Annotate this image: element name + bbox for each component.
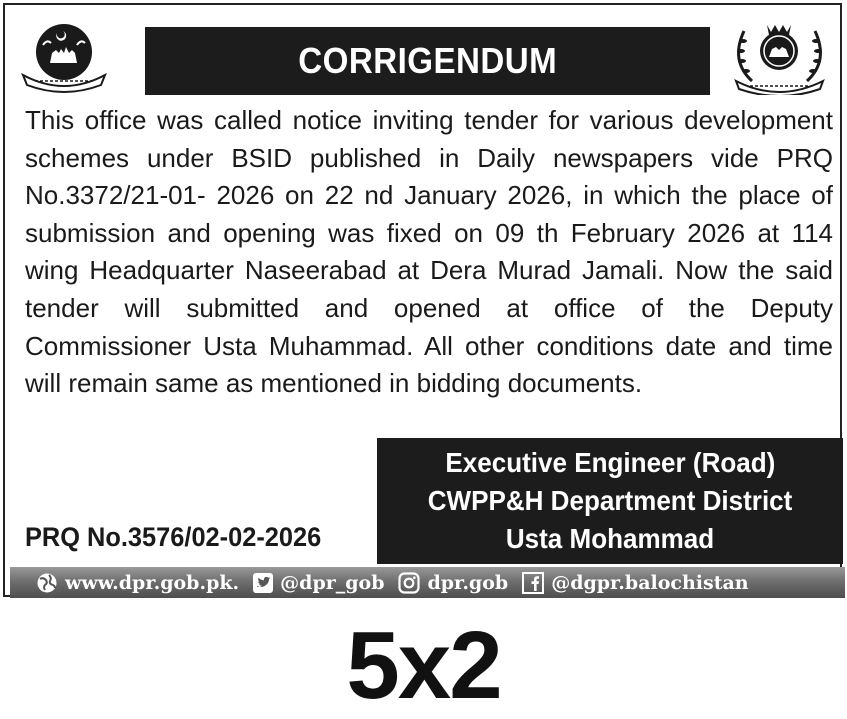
footer-bar xyxy=(10,567,845,598)
notice-body: This office was called notice inviting tender for various development schemes under BSID published in Daily newspapers vide PRQ No.3372/21-01- 2026 on 22 nd January 2026, in which the place of submission and opening was fixed on 09 th February 2026 at 114 wing Headquarter Naseerabad at Dera Murad Jamali. Now the said tender will submitted and opened at office of the Deputy Commissioner Usta Muhammad. All other conditions date and time will remain same as mentioned in bidding documents. xyxy=(25,105,833,399)
advertisement-frame xyxy=(3,3,842,597)
instagram-icon xyxy=(398,572,420,594)
globe-icon xyxy=(36,572,58,594)
footer-website[interactable] xyxy=(36,572,239,594)
signatory-block xyxy=(377,438,843,564)
balochistan-emblem-left-icon xyxy=(17,19,111,95)
signatory-line-3: Usta Mohammad xyxy=(505,523,715,554)
title-bar xyxy=(145,27,710,95)
notice-title: CORRIGENDUM xyxy=(298,40,557,81)
ad-size-label: 5x2 xyxy=(346,612,501,719)
footer-twitter[interactable] xyxy=(253,572,384,594)
facebook-handle[interactable]: @dgpr.balochistan xyxy=(551,571,749,594)
twitter-icon xyxy=(253,573,273,593)
footer-facebook[interactable] xyxy=(522,572,748,594)
dgpr-emblem-right-icon xyxy=(722,19,837,95)
instagram-handle[interactable]: dpr.gob xyxy=(427,571,509,594)
twitter-handle[interactable]: @dpr_gob xyxy=(280,571,385,594)
facebook-icon xyxy=(522,572,544,594)
website-link[interactable]: www.dpr.gob.pk. xyxy=(65,571,240,594)
signatory-line-1: Executive Engineer (Road) xyxy=(445,447,775,478)
footer-instagram[interactable] xyxy=(398,572,508,594)
signatory-line-2: CWPP&H Department District xyxy=(427,485,793,516)
prq-reference: PRQ No.3576/02-02-2026 xyxy=(25,522,322,552)
